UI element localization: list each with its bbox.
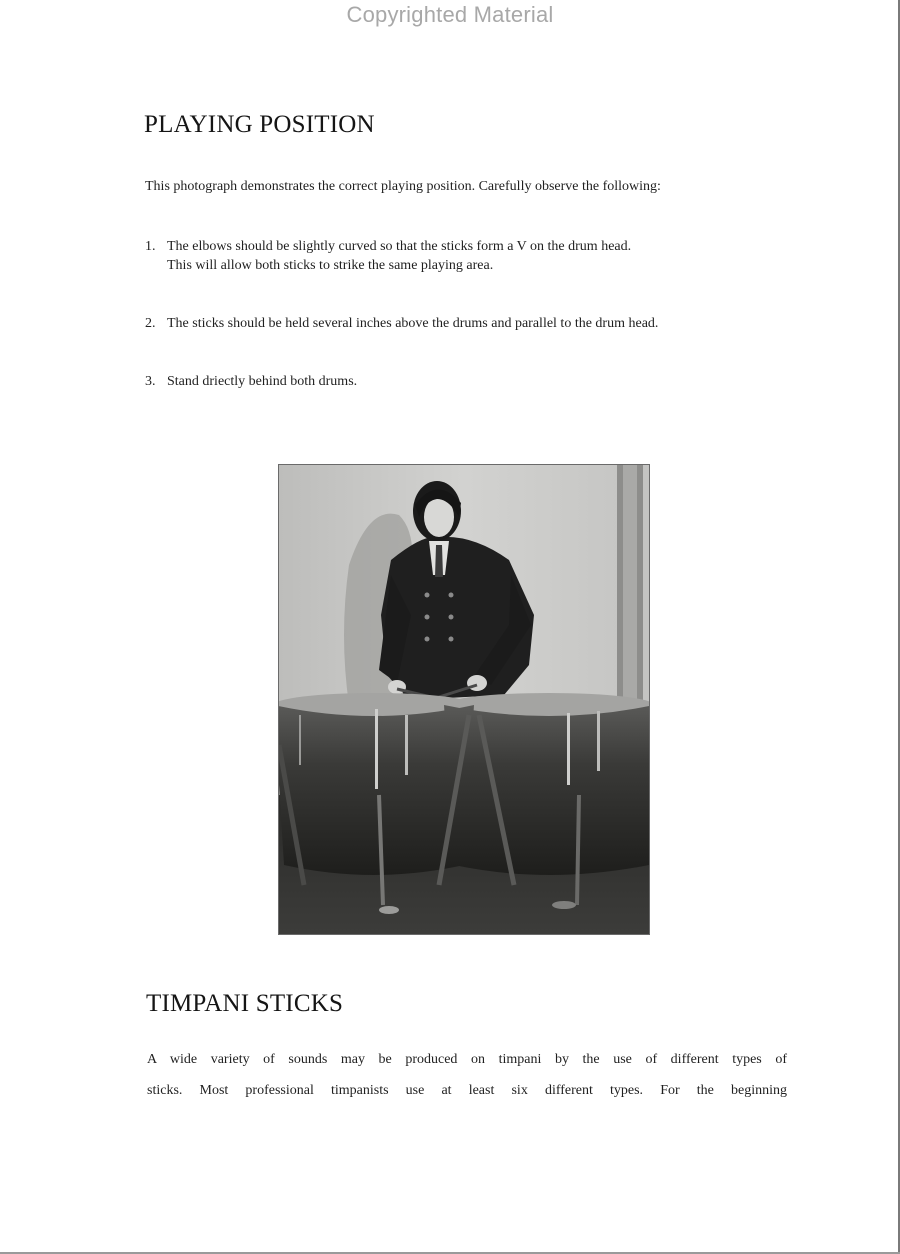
list-item-text: The elbows should be slightly curved so that the sticks form a V on the drum head. (167, 239, 632, 254)
list-item-number: 2. (145, 316, 156, 331)
intro-paragraph: This photograph demonstrates the correct playing position. Carefully observe the following: (145, 179, 661, 194)
playing-position-heading: PLAYING POSITION (144, 111, 375, 138)
list-item (145, 372, 357, 391)
timpanist-photograph (278, 464, 650, 935)
paragraph-line: sticks. Most professional timpanists use at least six different types. For the beginning (147, 1083, 787, 1098)
list-item-number: 1. (145, 239, 156, 254)
list-item-text: The sticks should be held several inches above the drums and parallel to the drum head. (167, 316, 659, 331)
list-item-number: 3. (145, 374, 156, 389)
copyright-watermark: Copyrighted Material (346, 2, 554, 27)
timpani-sticks-paragraph (147, 1044, 787, 1106)
list-item-text: Stand driectly behind both drums. (167, 374, 358, 389)
paragraph-line: A wide variety of sounds may be produced on timpani by the use of different types of (147, 1052, 787, 1067)
timpani-sticks-heading: TIMPANI STICKS (146, 990, 344, 1017)
list-item (145, 314, 658, 333)
list-item-text-continued: This will allow both sticks to strike the same playing area. (167, 258, 494, 273)
list-item (145, 237, 631, 275)
